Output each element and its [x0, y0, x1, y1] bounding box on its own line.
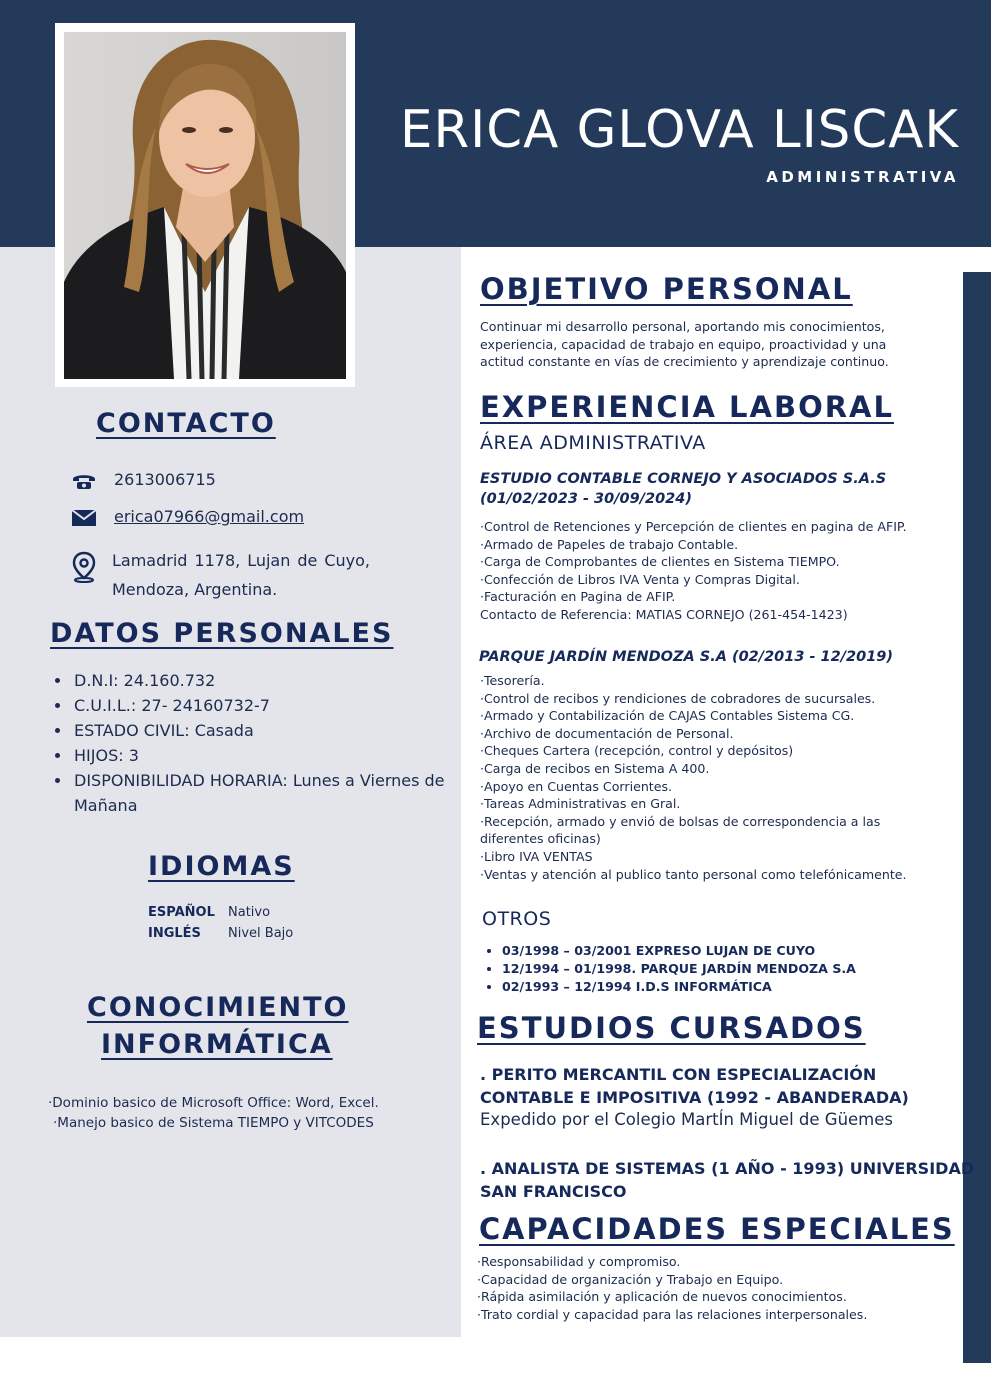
contacto-title: CONTACTO	[96, 408, 276, 439]
phone-number: 2613006715	[114, 470, 216, 489]
address-line-1: Lamadrid 1178, Lujan de Cuyo,	[112, 551, 370, 570]
text-line: diferentes oficinas)	[480, 831, 601, 847]
job-1-company: ESTUDIO CONTABLE CORNEJO Y ASOCIADOS S.A.S	[480, 471, 887, 487]
list-item: • C.U.I.L.: 27- 24160732-7	[72, 693, 472, 718]
text-line: ·Cheques Cartera (recepción, control y depósitos)	[480, 743, 794, 759]
text-line: ·Capacidad de organización y Trabajo en Equipo.	[477, 1271, 784, 1287]
language-row	[148, 926, 293, 941]
objetivo-text	[480, 318, 889, 371]
otros-list	[480, 942, 856, 996]
text-line: ·Trato cordial y capacidad para las relaciones interpersonales.	[477, 1306, 868, 1322]
text-line: ·Armado y Contabilización de CAJAS Contables Sistema CG.	[480, 708, 855, 724]
language-name: ESPAÑOL	[148, 905, 215, 920]
list-item: • D.N.I: 24.160.732	[72, 668, 472, 693]
address	[112, 546, 370, 604]
language-row	[148, 905, 270, 920]
estudio-1-institution: Expedido por el Colegio MartÍn Miguel de Güemes	[480, 1110, 893, 1129]
address-row	[70, 546, 370, 604]
list-item: • ESTADO CIVIL: Casada	[72, 718, 472, 743]
list-item: ·Dominio basico de Microsoft Office: Word, Excel.	[48, 1095, 379, 1111]
estudio-1	[480, 1063, 909, 1109]
job-2-details	[480, 672, 907, 883]
location-pin-icon	[70, 550, 98, 584]
language-level: Nativo	[228, 905, 271, 920]
text-line: ·Recepción, armado y envió de bolsas de correspondencia a las	[480, 813, 881, 829]
text-line: CONTABLE E IMPOSITIVA (1992 - ABANDERADA)	[480, 1088, 909, 1107]
text-line: ·Apoyo en Cuentas Corrientes.	[480, 778, 673, 794]
text-line: ·Carga de recibos en Sistema A 400.	[480, 760, 710, 776]
profile-photo-frame	[55, 23, 355, 387]
text-line: . PERITO MERCANTIL CON ESPECIALIZACIÓN	[480, 1065, 877, 1084]
text-line: ·Control de Retenciones y Percepción de clientes en pagina de AFIP.	[480, 519, 907, 534]
candidate-name: ERICA GLOVA LISCAK	[400, 100, 960, 160]
job-1-dates: (01/02/2023 - 30/09/2024)	[480, 491, 692, 507]
job-1-title	[480, 469, 886, 509]
language-level: Nivel Bajo	[228, 926, 294, 941]
text-line: Contacto de Referencia: MATIAS CORNEJO (261-454-1423)	[480, 606, 848, 622]
informatica-title-line-2: INFORMÁTICA	[101, 1029, 333, 1060]
text-line: ·Carga de Comprobantes de clientes en Sistema TIEMPO.	[480, 554, 840, 570]
job-2-title: PARQUE JARDÍN MENDOZA S.A (02/2013 - 12/2019)	[479, 649, 894, 665]
otros-title: OTROS	[482, 908, 552, 930]
datos-personales-list	[50, 668, 472, 818]
text-line: ·Armado de Papeles de trabajo Contable.	[480, 536, 739, 552]
text-line: ·Ventas y atención al publico tanto personal como telefónicamente.	[480, 866, 907, 882]
experiencia-area: ÁREA ADMINISTRATIVA	[480, 432, 706, 454]
text-line: actitud constante en vías de crecimiento y aprendizaje continuo.	[480, 354, 889, 370]
text-line: ·Libro IVA VENTAS	[480, 848, 593, 864]
experiencia-title: EXPERIENCIA LABORAL	[480, 390, 894, 424]
address-line-2: Mendoza, Argentina.	[112, 580, 278, 599]
capacidades-list	[477, 1253, 867, 1323]
list-item: • 02/1993 – 12/1994 I.D.S INFORMÁTICA	[502, 978, 856, 996]
phone-row	[70, 470, 216, 492]
portrait-illustration	[64, 32, 346, 379]
candidate-role: ADMINISTRATIVA	[766, 168, 959, 186]
list-item: • HIJOS: 3	[72, 743, 472, 768]
text-line: ·Responsabilidad y compromiso.	[477, 1254, 681, 1269]
email-row	[70, 507, 304, 529]
text-line: ·Rápida asimilación y aplicación de nuevos conocimientos.	[477, 1289, 847, 1305]
mail-icon	[70, 507, 98, 529]
datos-personales-title: DATOS PERSONALES	[50, 618, 394, 649]
text-line: ·Archivo de documentación de Personal.	[480, 725, 734, 741]
capacidades-title: CAPACIDADES ESPECIALES	[479, 1212, 955, 1246]
list-item: • 12/1994 – 01/1998. PARQUE JARDÍN MENDOZA S.A	[502, 960, 856, 978]
objetivo-title: OBJETIVO PERSONAL	[480, 272, 853, 306]
text-line: . ANALISTA DE SISTEMAS (1 AÑO - 1993) UNIVERSIDAD	[480, 1159, 975, 1178]
text-line: ·Facturación en Pagina de AFIP.	[480, 589, 676, 605]
estudio-2	[480, 1157, 974, 1203]
list-item: • DISPONIBILIDAD HORARIA: Lunes a Viernes de Mañana	[72, 768, 472, 818]
informatica-list	[48, 1093, 379, 1133]
text-line: SAN FRANCISCO	[480, 1182, 627, 1201]
language-name: INGLÉS	[148, 926, 201, 941]
profile-photo	[64, 32, 346, 379]
text-line: ·Confección de Libros IVA Venta y Compras Digital.	[480, 571, 800, 587]
text-line: ·Control de recibos y rendiciones de cobradores de sucursales.	[480, 690, 876, 706]
text-line: ·Tesorería.	[480, 673, 545, 688]
job-1-details	[480, 518, 907, 624]
list-item: ·Manejo basico de Sistema TIEMPO y VITCODES	[53, 1115, 374, 1131]
text-line: ·Tareas Administrativas en Gral.	[480, 796, 681, 812]
text-line: experiencia, capacidad de trabajo en equipo, proactividad y una	[480, 336, 887, 352]
estudios-title: ESTUDIOS CURSADOS	[477, 1011, 866, 1045]
text-line: Continuar mi desarrollo personal, aportando mis conocimientos,	[480, 319, 885, 334]
list-item: • 03/1998 – 03/2001 EXPRESO LUJAN DE CUYO	[502, 942, 856, 960]
phone-icon	[70, 470, 98, 492]
email-link[interactable]: erica07966@gmail.com	[114, 507, 305, 526]
idiomas-title: IDIOMAS	[148, 851, 295, 882]
informatica-title-line-1: CONOCIMIENTO	[87, 992, 349, 1023]
